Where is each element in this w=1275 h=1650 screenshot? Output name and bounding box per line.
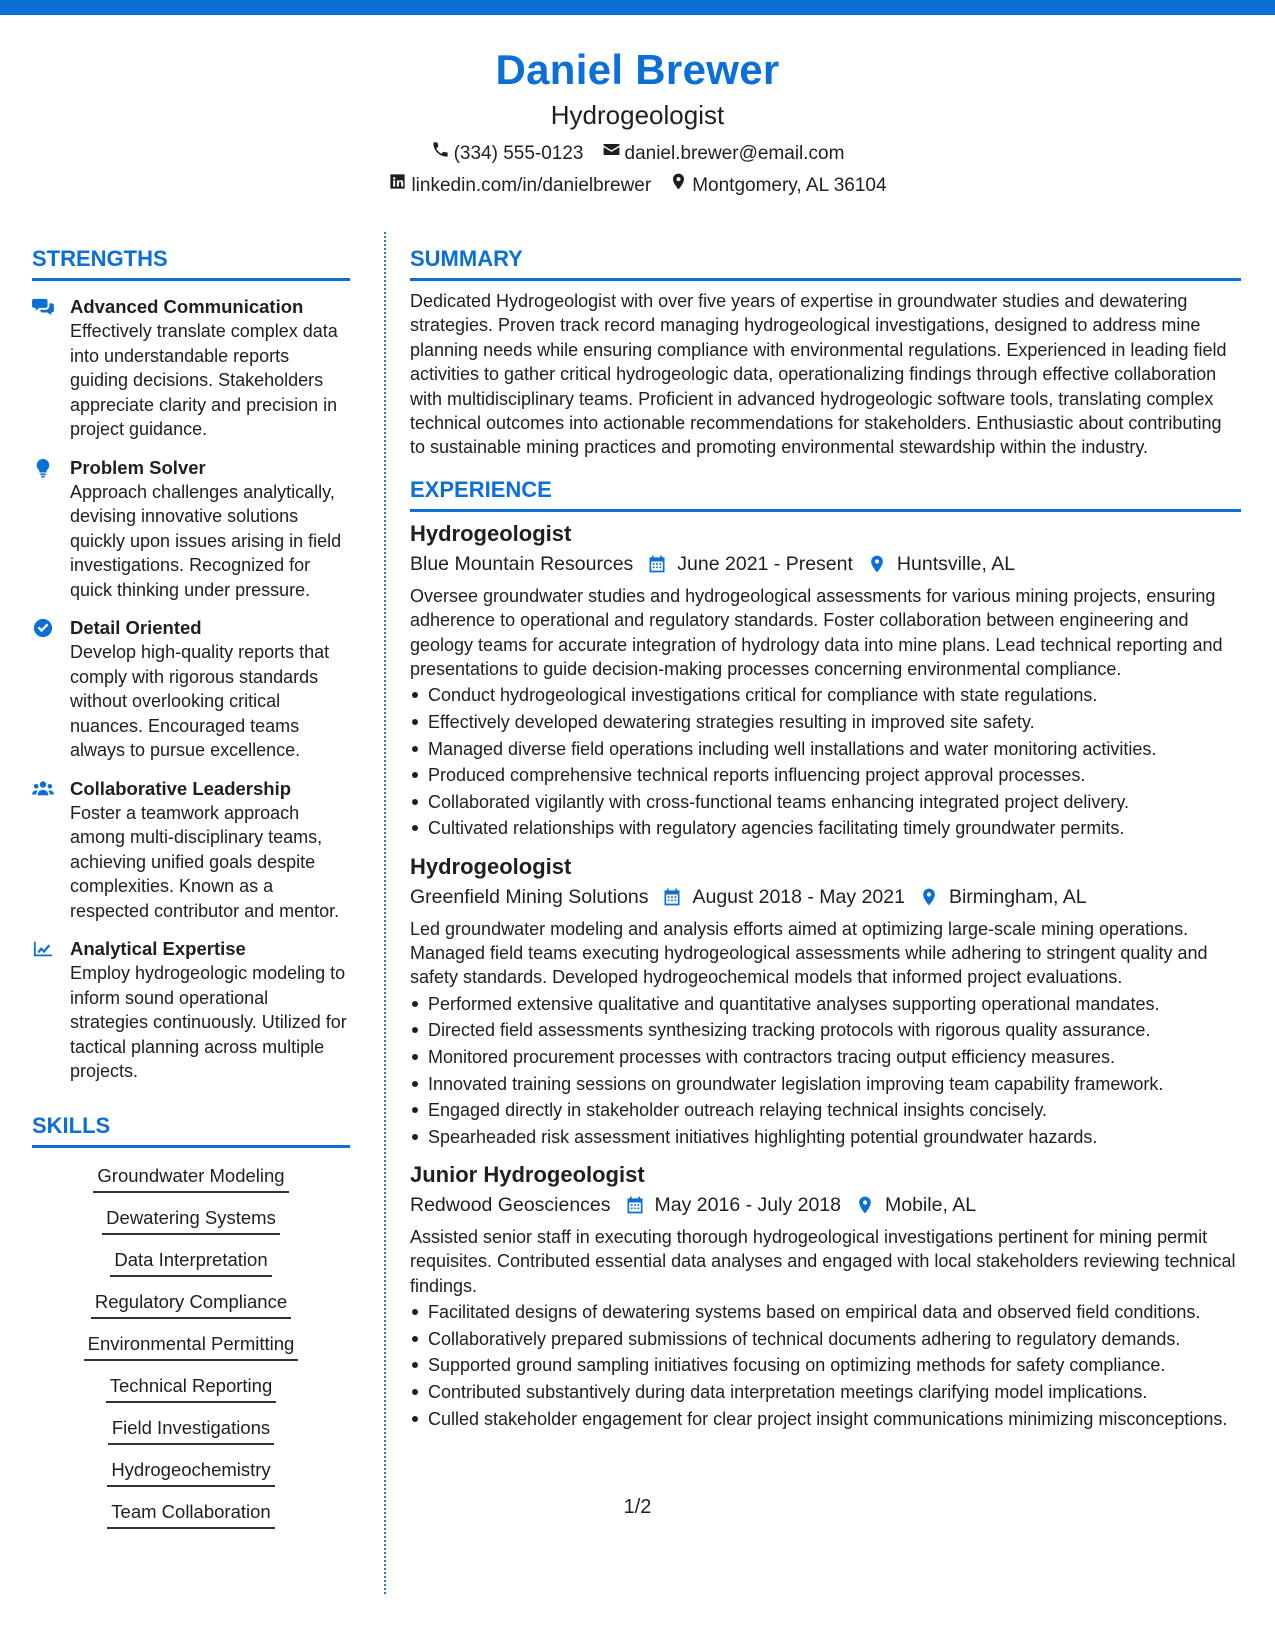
email-text[interactable]: daniel.brewer@email.com <box>624 143 845 164</box>
bullet-item: Spearheaded risk assessment initiatives highlighting potential groundwater hazards. <box>410 1125 1241 1149</box>
job-description: Oversee groundwater studies and hydrogeological assessments for various mining projects, ensuring adherence to operational and regulatory standards. Foster collaboration between engineering and geology teams for accurate integration of hydrology data into mine plans. Lead technical reporting and presentations to guide decision-making processes concerning environmental compliance. <box>410 585 1223 680</box>
summary-text: Dedicated Hydrogeologist with over five years of expertise in groundwater studies and dewatering strategies. Proven track record managing hydrogeological investigations, designed to address mine planning needs while ensuring compliance with environmental regulations. Experienced in leading field activities to gather critical hydrogeologic data, operationalizing findings through effective collaboration with multidisciplinary teams. Proficient in advanced hydrogeologic software tools, translating complex technical outcomes into actionable recommendations for stakeholders. Enthusiastic about contributing to sustainable mining practices and promoting environmental stewardship within the industry. <box>410 291 1227 458</box>
strength-desc: Foster a teamwork approach among multi-disciplinary teams, achieving unified goals despite complexities. Known as a respected contributor and mentor. <box>70 802 340 921</box>
job-description: Assisted senior staff in executing thorough hydrogeological investigations pertinent for mining permit requisites. Contributed essential data analyses and engaged with local stakeholders reviewing technical findings. <box>410 1227 1236 1296</box>
bullet-item: Collaborated vigilantly with cross-functional teams enhancing integrated project delivery. <box>410 790 1241 814</box>
bullet-item: Contributed substantively during data interpretation meetings clarifying model implications. <box>410 1380 1241 1404</box>
job-entry <box>410 518 1241 841</box>
map-marker-icon <box>669 170 688 202</box>
bullet-item: Innovated training sessions on groundwater legislation improving team capability framework. <box>410 1072 1241 1096</box>
job-dates: August 2018 - May 2021 <box>692 885 905 908</box>
strengths-rule <box>32 278 350 281</box>
location-text: Montgomery, AL 36104 <box>692 175 887 196</box>
experience-heading: EXPERIENCE <box>410 476 552 502</box>
comments-icon <box>32 297 54 317</box>
job-title: Hydrogeologist <box>410 853 572 879</box>
phone-icon <box>431 138 450 170</box>
lightbulb-icon <box>32 458 54 478</box>
strengths-heading: STRENGTHS <box>32 246 168 271</box>
job-meta <box>410 1191 1241 1219</box>
contact-row-1 <box>0 138 1275 170</box>
strength-title: Advanced Communication <box>70 296 304 317</box>
summary-heading: SUMMARY <box>410 246 523 271</box>
job-dates: June 2021 - Present <box>677 552 853 575</box>
strength-item <box>32 937 350 1084</box>
strength-item <box>32 295 350 442</box>
job-bullets <box>410 683 1241 840</box>
strength-title: Collaborative Leadership <box>70 777 292 799</box>
job-meta <box>410 883 1241 911</box>
calendar-icon <box>662 887 682 907</box>
bullet-item: Collaboratively prepared submissions of technical documents adhering to regulatory demands. <box>410 1327 1241 1351</box>
bullet-item: Performed extensive qualitative and quantitative analyses supporting operational mandates. <box>410 992 1241 1016</box>
skills-rule <box>32 1145 350 1148</box>
strength-item <box>32 777 350 924</box>
phone-text: (334) 555-0123 <box>453 143 584 164</box>
contact-row-2 <box>0 170 1275 202</box>
job-dates: May 2016 - July 2018 <box>654 1194 841 1217</box>
map-marker-icon <box>867 554 887 574</box>
company-name: Greenfield Mining Solutions <box>410 885 649 908</box>
bullet-item: Facilitated designs of dewatering systems based on empirical data and observed field conditions. <box>410 1300 1241 1324</box>
skill-tag: Groundwater Modeling <box>93 1163 288 1193</box>
candidate-title: Hydrogeologist <box>550 100 725 130</box>
right-column <box>410 245 1241 1433</box>
job-entry <box>410 1159 1241 1431</box>
strength-title: Problem Solver <box>70 456 206 478</box>
page-number: 1/2 <box>623 1496 652 1518</box>
job-location: Huntsville, AL <box>896 552 1016 575</box>
strength-desc: Employ hydrogeologic modeling to inform sound operational strategies continuously. Utilized for tactical planning across multiple projects. <box>70 963 347 1081</box>
skill-tag: Dewatering Systems <box>102 1205 280 1235</box>
company-name: Redwood Geosciences <box>410 1194 611 1217</box>
strength-item <box>32 456 350 603</box>
job-bullets <box>410 1300 1241 1431</box>
job-bullets <box>410 992 1241 1149</box>
bullet-item: Engaged directly in stakeholder outreach relaying technical insights concisely. <box>410 1098 1241 1122</box>
bullet-item: Directed field assessments synthesizing tracking protocols with rigorous quality assurance. <box>410 1018 1241 1042</box>
job-location: Mobile, AL <box>885 1194 977 1217</box>
map-marker-icon <box>855 1195 875 1215</box>
strength-item <box>32 616 350 763</box>
location-item <box>669 170 886 202</box>
top-accent-bar <box>0 0 1275 15</box>
job-entry <box>410 851 1241 1149</box>
skills-list <box>32 1158 350 1536</box>
check-circle-icon <box>32 618 54 638</box>
strength-title: Analytical Expertise <box>70 938 246 959</box>
bullet-item: Effectively developed dewatering strategies resulting in improved site safety. <box>410 710 1241 734</box>
strength-desc: Develop high-quality reports that comply with rigorous standards without overlooking critical nuances. Encouraged teams always to pursue excellence. <box>70 642 330 760</box>
bullet-item: Conduct hydrogeological investigations critical for compliance with state regulations. <box>410 683 1241 707</box>
bullet-item: Supported ground sampling initiatives focusing on optimizing methods for safety compliance. <box>410 1353 1241 1377</box>
resume-header <box>0 40 1275 202</box>
phone-item <box>431 138 584 170</box>
job-location: Birmingham, AL <box>948 885 1087 908</box>
candidate-name: Daniel Brewer <box>495 46 780 93</box>
map-marker-icon <box>919 887 939 907</box>
skill-tag: Regulatory Compliance <box>91 1289 291 1319</box>
strength-desc: Approach challenges analytically, devising innovative solutions quickly upon issues arising in field investigations. Recognized for quick thinking under pressure. <box>70 481 342 600</box>
left-column <box>32 245 350 1536</box>
linkedin-icon <box>388 170 407 202</box>
experience-rule <box>410 509 1241 512</box>
skill-tag: Team Collaboration <box>107 1499 274 1529</box>
bullet-item: Monitored procurement processes with contractors tracing output efficiency measures. <box>410 1045 1241 1069</box>
skills-heading: SKILLS <box>32 1112 111 1138</box>
bullet-item: Managed diverse field operations including well installations and water monitoring activities. <box>410 737 1241 761</box>
linkedin-text[interactable]: linkedin.com/in/danielbrewer <box>411 175 652 196</box>
column-divider <box>384 232 386 1594</box>
summary-rule <box>410 278 1241 281</box>
skill-tag: Hydrogeochemistry <box>107 1457 274 1487</box>
job-description: Led groundwater modeling and analysis efforts aimed at optimizing large-scale mining operations. Managed field teams executing hydrogeological assessments while adhering to stringent quality and safety standards. Developed hydrogeochemical models that informed project evaluations. <box>410 918 1208 988</box>
strength-title: Detail Oriented <box>70 617 202 638</box>
linkedin-item[interactable] <box>388 170 651 202</box>
email-item[interactable] <box>602 138 845 170</box>
envelope-icon <box>602 138 621 170</box>
job-meta <box>410 550 1241 578</box>
company-name: Blue Mountain Resources <box>410 552 634 575</box>
job-title: Hydrogeologist <box>410 520 572 546</box>
calendar-icon <box>647 554 667 574</box>
skill-tag: Field Investigations <box>108 1415 274 1445</box>
skill-tag: Technical Reporting <box>106 1373 276 1403</box>
chart-line-icon <box>32 939 54 959</box>
bullet-item: Produced comprehensive technical reports influencing project approval processes. <box>410 763 1241 787</box>
bullet-item: Cultivated relationships with regulatory agencies facilitating timely groundwater permits. <box>410 816 1241 840</box>
job-title: Junior Hydrogeologist <box>410 1162 645 1188</box>
calendar-icon <box>625 1195 645 1215</box>
strength-desc: Effectively translate complex data into understandable reports guiding decisions. Stakeholders appreciate clarity and precision in project guidance. <box>70 321 338 439</box>
skill-tag: Environmental Permitting <box>84 1331 299 1361</box>
skill-tag: Data Interpretation <box>110 1247 271 1277</box>
users-icon <box>32 779 54 799</box>
bullet-item: Culled stakeholder engagement for clear project insight communications minimizing misconceptions. <box>410 1407 1241 1431</box>
